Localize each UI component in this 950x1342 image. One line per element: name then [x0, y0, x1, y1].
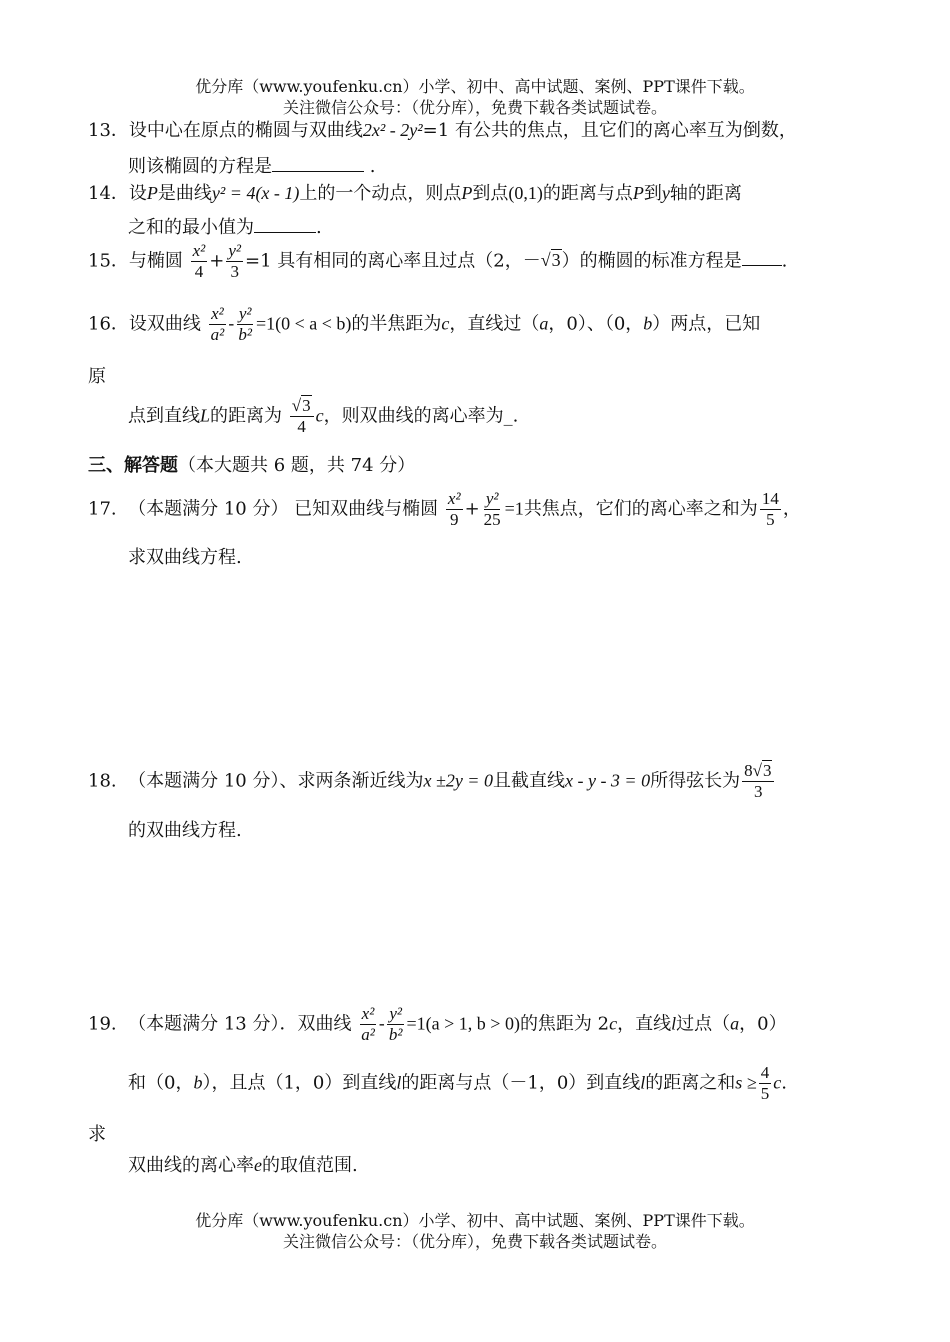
- math-var: c: [609, 1013, 618, 1034]
- fraction: [759, 1064, 772, 1103]
- question-15: 15．与椭圆 $\frac{\text{x²}}{4}$ + $\frac{\text{y²}}{3}$ =1 具有相同的离心率且过点（2，－√3）的椭圆的标准方程是 .: [88, 241, 788, 281]
- numerator: x²: [211, 304, 224, 323]
- section-heading: [88, 455, 415, 477]
- math-var: l: [396, 1072, 402, 1093]
- text: ），且点（1，0）到直线: [202, 1072, 397, 1094]
- fraction: [226, 242, 243, 281]
- text: （本题满分 10 分）、求两条渐近线为: [128, 770, 424, 792]
- question-16-line-1: 16．设双曲线 $\frac{\text{x²}}{\text{a²}}$ - $\frac{\text{y²}}{\text{b²}}$ =1(0 < a < b)的半焦距为c，直线过（a，0）、（0，b）两点，已知: [88, 304, 761, 344]
- text: 到: [643, 183, 662, 204]
- numerator: x²: [192, 241, 206, 260]
- question-number: 16．: [88, 313, 129, 335]
- denominator: b²: [238, 324, 252, 344]
- question-number: 15．: [88, 250, 129, 272]
- text: .: [781, 250, 788, 272]
- question-18-line-2: 的双曲线方程.: [128, 820, 242, 841]
- text: ，0）、（0，: [548, 313, 644, 335]
- point: (0,1): [508, 183, 543, 203]
- text: _.: [503, 405, 519, 427]
- numerator: y²: [228, 241, 242, 260]
- text: =1 具有相同的离心率且过点（2，－: [245, 250, 541, 272]
- denominator: 25: [483, 509, 501, 529]
- answer-blank[interactable]: [742, 247, 782, 266]
- text: 到点: [472, 183, 509, 204]
- numerator: [290, 397, 314, 417]
- header-line-2: 关注微信公众号：（优分库），免费下载各类试题试卷。: [282, 98, 667, 117]
- square-root: √3: [752, 761, 772, 780]
- fraction: [387, 1005, 405, 1044]
- text: 的焦距为 2: [519, 1013, 610, 1035]
- math-var: c: [773, 1072, 782, 1093]
- equation: y² = 4(x - 1): [211, 183, 300, 203]
- footer-line-1: 优分库（www.youfenku.cn）小学、初中、高中试题、案例、PPT课件下载。: [195, 1211, 755, 1230]
- numerator: y²: [238, 304, 252, 323]
- text: ，: [782, 498, 801, 520]
- text: .: [781, 1072, 787, 1094]
- equation: 2x² - 2y²: [362, 120, 423, 140]
- denominator: 5: [766, 509, 775, 529]
- equation: x - y - 3 = 0: [564, 770, 651, 791]
- equals-one: =1: [504, 498, 524, 519]
- text: 的距离之和: [645, 1072, 736, 1094]
- numerator: x²: [361, 1004, 375, 1023]
- math-var: P: [146, 183, 158, 203]
- denominator: 9: [449, 509, 459, 529]
- header-line-1: 优分库（www.youfenku.cn）小学、初中、高中试题、案例、PPT课件下载。: [195, 77, 755, 96]
- question-number: 18.: [88, 770, 117, 792]
- text: .: [364, 156, 376, 177]
- math-var: e: [254, 1155, 262, 1175]
- text: 双曲线的离心率: [128, 1155, 254, 1176]
- square-root: √3: [540, 250, 561, 271]
- question-19-line-3: 求: [88, 1124, 106, 1145]
- math-var: l: [671, 1013, 677, 1034]
- math-var: a: [539, 313, 549, 334]
- question-number: 14．: [88, 183, 129, 204]
- numerator: [742, 762, 774, 782]
- question-18-line-1: [88, 762, 776, 801]
- question-16-line-3: [128, 397, 518, 436]
- denominator: 4: [194, 261, 204, 281]
- radicand: 3: [302, 396, 311, 415]
- text: ，直线过（: [449, 313, 540, 335]
- denominator: a²: [210, 324, 225, 344]
- fraction: [290, 397, 314, 436]
- text: 和（0，: [128, 1072, 194, 1094]
- section-title: 三、解答题: [88, 455, 178, 476]
- math-var: P: [632, 183, 644, 203]
- radicand: 3: [551, 250, 561, 271]
- inequality: s ≥: [735, 1072, 757, 1093]
- question-number: 13．: [88, 120, 129, 141]
- math-var: b: [193, 1072, 203, 1093]
- question-19-line-2: [128, 1064, 787, 1103]
- text: 上的一个动点，则点: [299, 183, 462, 204]
- text: 的半焦距为: [351, 313, 442, 335]
- denominator: 3: [230, 261, 239, 281]
- text: 且截直线: [492, 770, 565, 792]
- question-14-line-1: [88, 183, 742, 205]
- section-note: （本大题共 6 题，共 74 分）: [178, 455, 416, 476]
- text: 的距离为: [210, 405, 283, 427]
- text: 设双曲线: [128, 313, 201, 335]
- fraction: [236, 305, 254, 344]
- text: ，直线: [617, 1013, 672, 1035]
- math-var: L: [200, 405, 211, 426]
- text: .: [316, 217, 322, 238]
- text: 共焦点，它们的离心率之和为: [523, 498, 758, 520]
- text: 的取值范围.: [262, 1155, 358, 1176]
- text: ）的椭圆的标准方程是: [561, 250, 742, 272]
- text: 设中心在原点的椭圆与双曲线: [128, 120, 363, 141]
- fraction: [209, 305, 227, 344]
- math-var: y: [661, 183, 670, 203]
- numerator: y²: [389, 1004, 403, 1023]
- denominator: 3: [754, 781, 763, 801]
- question-17-line-2: 求双曲线方程.: [128, 547, 242, 568]
- denominator: 5: [760, 1083, 770, 1103]
- question-13-line-1: [88, 120, 797, 142]
- text: 之和的最小值为: [128, 217, 254, 238]
- question-19-line-4: [128, 1155, 358, 1177]
- fraction: [482, 490, 503, 529]
- text: 点到直线: [128, 405, 200, 427]
- square-root: √3: [291, 396, 311, 415]
- fraction: [760, 490, 781, 529]
- math-var: P: [461, 183, 473, 203]
- text: ，0）: [739, 1013, 787, 1035]
- denominator: b²: [388, 1024, 403, 1044]
- question-16-line-2: 原: [88, 366, 106, 387]
- fraction: [191, 242, 208, 281]
- denominator: a²: [361, 1024, 375, 1044]
- fraction: [359, 1005, 377, 1044]
- numerator: 4: [760, 1063, 770, 1082]
- equation: x ±2y = 0: [423, 770, 493, 791]
- condition: =1(0 < a < b): [255, 313, 352, 334]
- coefficient: 8: [744, 761, 753, 780]
- fraction: [446, 490, 463, 529]
- text: （本题满分 13 分）．双曲线: [128, 1013, 352, 1035]
- text: （本题满分 10 分） 已知双曲线与椭圆: [128, 498, 439, 520]
- answer-blank[interactable]: [272, 153, 364, 172]
- footer-line-2: 关注微信公众号：（优分库），免费下载各类试题试卷。: [282, 1232, 667, 1251]
- text: ）两点，已知: [652, 313, 761, 335]
- math-var: b: [643, 313, 653, 334]
- math-var: l: [640, 1072, 646, 1093]
- fraction: [742, 762, 774, 801]
- denominator: 4: [297, 416, 306, 436]
- condition: =1(a > 1, b > 0): [406, 1013, 520, 1034]
- math-var: c: [441, 313, 450, 334]
- answer-blank[interactable]: [254, 214, 316, 233]
- text: =1 有公共的焦点，且它们的离心率互为倒数，: [422, 120, 797, 141]
- text: 是曲线: [157, 183, 212, 204]
- numerator: y²: [485, 489, 499, 508]
- numerator: x²: [447, 489, 461, 508]
- question-number: 17.: [88, 498, 117, 520]
- question-17-line-1: 17. （本题满分 10 分） 已知双曲线与椭圆 $\frac{\text{x²}}{9}$ + $\frac{\text{y²}}{25}$ =1共焦点，它们的离心率之和为 $\frac{14}{5}$ ，: [88, 489, 801, 529]
- text: 设: [128, 183, 147, 204]
- numerator: 14: [761, 489, 779, 508]
- text: 的距离与点（－1，0）到直线: [401, 1072, 641, 1094]
- text: 则该椭圆的方程是: [128, 156, 272, 177]
- math-var: a: [730, 1013, 740, 1034]
- text: 的距离与点: [542, 183, 633, 204]
- question-13-line-2: [128, 153, 375, 178]
- question-14-line-2: [128, 214, 322, 239]
- text: 与椭圆: [128, 250, 183, 272]
- question-number: 19.: [88, 1013, 117, 1035]
- text: 轴的距离: [669, 183, 742, 204]
- math-var: c: [315, 405, 324, 426]
- radicand: 3: [762, 761, 772, 780]
- text: 所得弦长为: [650, 770, 741, 792]
- text: ，则双曲线的离心率为: [323, 405, 504, 427]
- question-19-line-1: 19. （本题满分 13 分）．双曲线 $\frac{\text{x²}}{\text{a²}}$ - $\frac{\text{y²}}{\text{b²}}$ =1(a > 1, b > 0)的焦距为 2c，直线l过点（a，0）: [88, 1004, 787, 1044]
- text: 过点（: [676, 1013, 731, 1035]
